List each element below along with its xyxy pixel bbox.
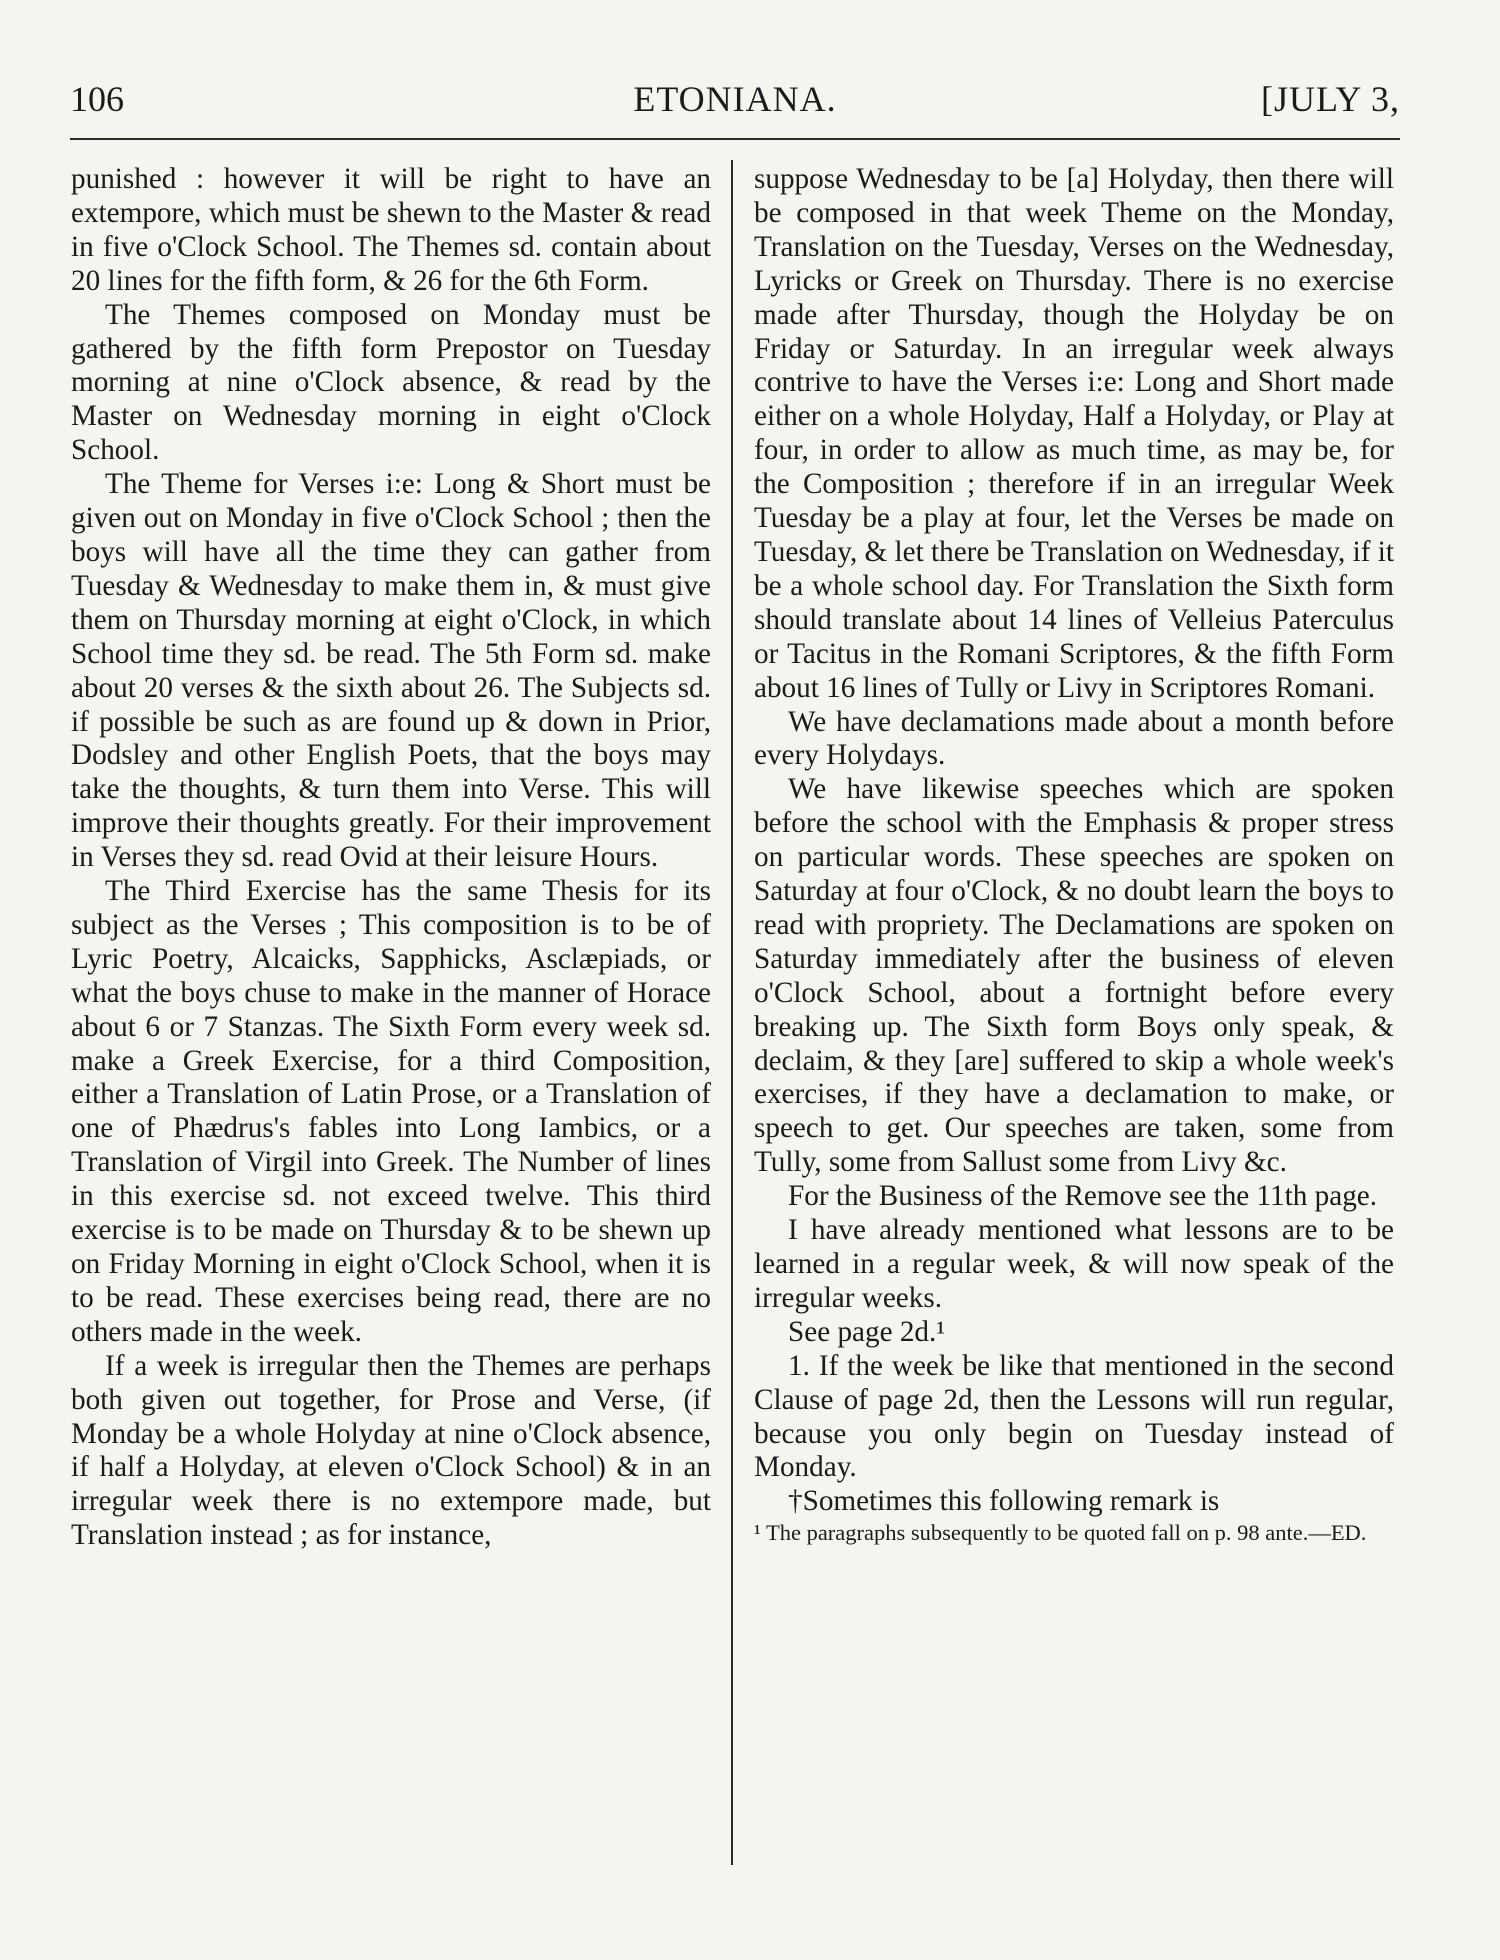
paragraph: For the Business of the Remove see the 11th page. (788, 1180, 1378, 1213)
page-number: 106 (70, 79, 124, 119)
left-column (71, 163, 711, 1553)
right-column (754, 163, 1394, 1547)
paragraph: The Theme for Verses i:e: Long & Short must be given out on Monday in five o'Clock School ; then the boys will have all the time they can gather from Tuesday & Wednesday to make them in, & must give them on Thursday morning at eight o'Clock, in which School time they sd. be read. The 5th Form sd. make about 20 verses & the sixth about 26. The Subjects sd. if possible be such as are found up & down in Prior, Dodsley and other English Poets, that the boys may take the thoughts, & turn them into Verse. This will improve their thoughts greatly. For their improvement in Verses they sd. read Ovid at their leisure Hours. (71, 468, 711, 874)
running-head (70, 78, 1400, 122)
paragraph: The Third Exercise has the same Thesis for its subject as the Verses ; This composition is to be of Lyric Poetry, Alcaicks, Sapphicks, Asclæpiads, or what the boys chuse to make in the manner of Horace about 6 or 7 Stanzas. The Sixth Form every week sd. make a Greek Exercise, for a third Composition, either a Translation of Latin Prose, or a Translation of one of Phædrus's fables into Long Iambics, or a Translation of Virgil into Greek. The Number of lines in this exercise sd. not exceed twelve. This third exercise is to be made on Thursday & to be shewn up on Friday Morning in eight o'Clock School, when it is to be read. These exercises being read, there are no others made in the week. (71, 875, 711, 1348)
paragraph: We have declamations made about a month before every Holydays. (754, 705, 1394, 772)
paragraph: The Themes composed on Monday must be gathered by the fifth form Prepostor on Tuesday morning at nine o'Clock absence, & read by the Master on Wednesday morning in eight o'Clock School. (71, 298, 711, 467)
running-date: [JULY 3, (1260, 79, 1400, 119)
running-title: ETONIANA. (633, 79, 837, 119)
footnote: ¹ The paragraphs subsequently to be quoted fall on p. 98 ante.—ED. (754, 1520, 1367, 1546)
paragraph: If a week is irregular then the Themes are perhaps both given out together, for Prose and Verse, (if Monday be a whole Holyday at nine o'Clock absence, if half a Holyday, at eleven o'Clock School) & in an irregular week there is no extempore made, but Translation instead ; as for instance, (71, 1349, 711, 1552)
paragraph: See page 2d.¹ (788, 1315, 946, 1348)
paragraph: We have likewise speeches which are spoken before the school with the Emphasis & proper stress on particular words. These speeches are spoken on Saturday at four o'Clock, & no doubt learn the boys to read with propriety. The Declamations are spoken on Saturday immediately after the business of eleven o'Clock School, about a fortnight before every breaking up. The Sixth form Boys only speak, & declaim, & they [are] suffered to skip a whole week's exercises, if they have a declamation to make, or speech to get. Our speeches are taken, some from Tully, some from Sallust some from Livy &c. (754, 773, 1394, 1179)
paragraph: I have already mentioned what lessons are to be learned in a regular week, & will now speak of the irregular weeks. (754, 1214, 1394, 1314)
paragraph: punished : however it will be right to have an extempore, which must be shewn to the Master & read in five o'Clock School. The Themes sd. contain about 20 lines for the fifth form, & 26 for the 6th Form. (71, 163, 711, 297)
column-divider (731, 160, 733, 1865)
paragraph: 1. If the week be like that mentioned in the second Clause of page 2d, then the Lessons will run regular, because you only begin on Tuesday instead of Monday. (754, 1349, 1394, 1484)
header-rule (70, 138, 1400, 140)
paragraph: suppose Wednesday to be [a] Holyday, then there will be composed in that week Theme on the Monday, Translation on the Tuesday, Verses on the Wednesday, Lyricks or Greek on Thursday. There is no exercise made after Thursday, though the Holyday be on Friday or Saturday. In an irregular week always contrive to have the Verses i:e: Long and Short made either on a whole Holyday, Half a Holyday, or Play at four, in order to allow as much time, as may be, for the Composition ; therefore if in an irregular Week Tuesday be a play at four, let the Verses be made on Tuesday, & let there be Translation on Wednesday, if it be a whole school day. For Translation the Sixth form should translate about 14 lines of Velleius Paterculus or Tacitus in the Romani Scriptores, & the fifth Form about 16 lines of Tully or Livy in Scriptores Romani. (754, 163, 1394, 704)
paragraph: †Sometimes this following remark is (788, 1485, 1220, 1518)
